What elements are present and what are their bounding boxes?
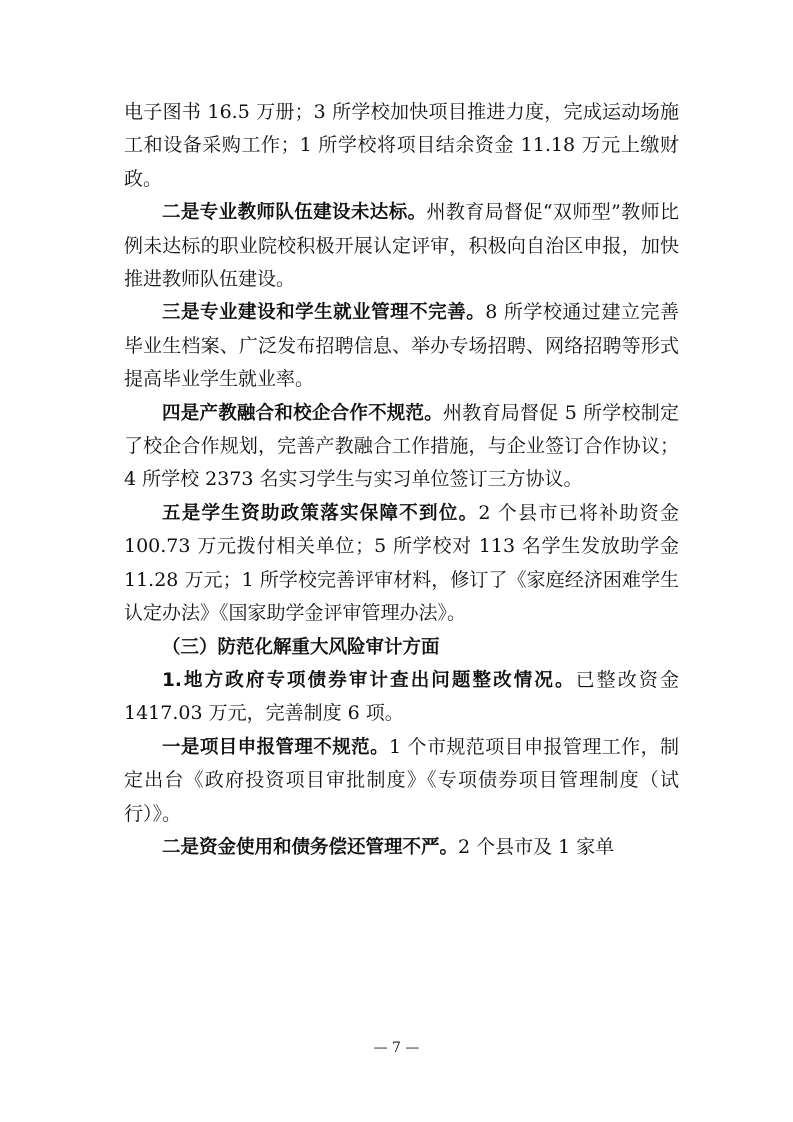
document-body	[124, 96, 679, 864]
paragraph-lead: 1.地方政府专项债券审计查出问题整改情况。	[162, 669, 576, 691]
paragraph-student-aid	[124, 497, 679, 631]
paragraph-lead: 二是专业教师队伍建设未达标。	[162, 202, 427, 224]
paragraph-text: 已整改资金 1417.03 万元，完善制度 6 项。	[124, 668, 679, 725]
paragraph-lead: 五是学生资助政策落实保障不到位。	[162, 502, 479, 524]
paragraph-continuation	[124, 96, 679, 196]
paragraph-text: 2 个县市已将补助资金 100.73 万元拨付相关单位；5 所学校对 113 名学生发放助学金 11.28 万元；1 所学校完善评审材料，修订了《家庭经济困难学生认定办法》《国家助学金评审管理办法》。	[124, 501, 679, 625]
paragraph-project-application	[124, 731, 679, 831]
paragraph-debt-repayment	[124, 831, 679, 864]
paragraph-text: 2 个县市及 1 家单	[458, 835, 615, 858]
page-number: — 7 —	[373, 1040, 420, 1056]
section-heading: （三）防范化解重大风险审计方面	[162, 636, 440, 658]
paragraph-lead: 四是产教融合和校企合作不规范。	[162, 402, 444, 424]
paragraph-school-enterprise	[124, 397, 679, 497]
paragraph-lead: 一是项目申报管理不规范。	[162, 736, 390, 758]
paragraph-teacher-team	[124, 196, 679, 296]
paragraph-employment	[124, 296, 679, 396]
paragraph-text: 电子图书 16.5 万册；3 所学校加快项目推进力度，完成运动场施工和设备采购工作；1 所学校将项目结余资金 11.18 万元上缴财政。	[124, 101, 679, 190]
paragraph-text: 1 个市规范项目申报管理工作，制定出台《政府投资项目审批制度》《专项债券项目管理制度（试行）》。	[124, 735, 679, 825]
paragraph-text: 州教育局督促“双师型”教师比例未达标的职业院校积极开展认定评审，积极向自治区申报，加快推进教师队伍建设。	[124, 201, 679, 291]
paragraph-text: 8 所学校通过建立完善毕业生档案、广泛发布招聘信息、举办专场招聘、网络招聘等形式提高毕业学生就业率。	[124, 301, 679, 391]
paragraph-lead: 二是资金使用和债务偿还管理不严。	[162, 836, 459, 858]
paragraph-lead: 三是专业建设和学生就业管理不完善。	[162, 302, 486, 324]
paragraph-text: 州教育局督促 5 所学校制定了校企合作规划，完善产教融合工作措施，与企业签订合作协议；4 所学校 2373 名实习学生与实习单位签订三方协议。	[124, 401, 679, 491]
paragraph-special-bonds	[124, 664, 679, 731]
